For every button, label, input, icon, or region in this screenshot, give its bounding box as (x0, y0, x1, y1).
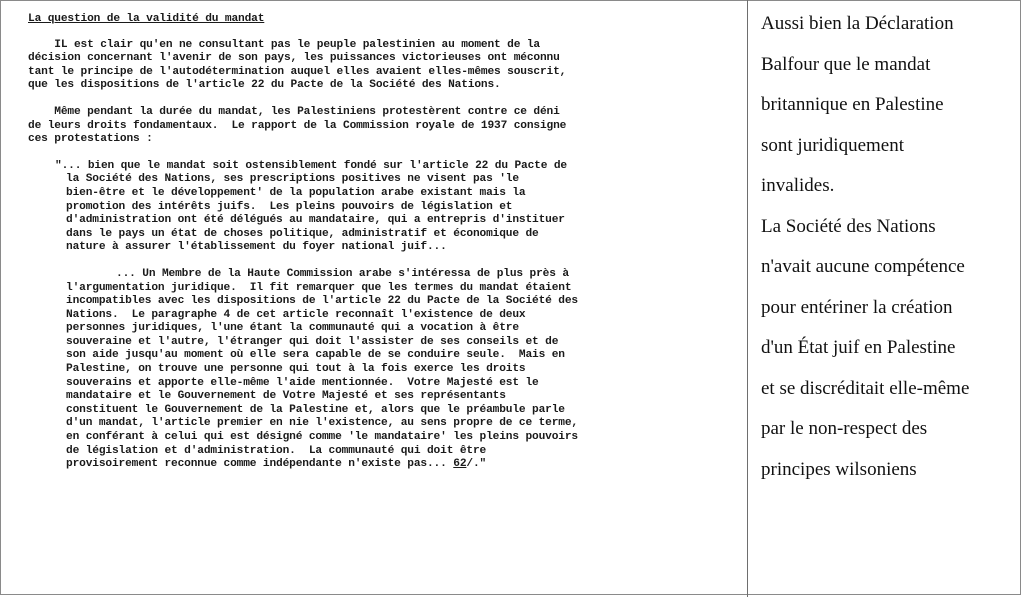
text-line: souverains et apporte elle-même l'aide mentionnée. Votre Majesté est le (66, 376, 539, 389)
summary-line: et se discréditait elle-même (761, 377, 970, 399)
column-divider (747, 0, 748, 597)
text-line: "... bien que le mandat soit ostensiblement fondé sur l'article 22 du Pacte de (55, 159, 567, 172)
text-line: décision concernant l'avenir de son pays, les puissances victorieuses ont méconnu (28, 52, 560, 65)
scanned-document (28, 8, 740, 472)
summary-column (761, 4, 1019, 490)
text-line-last (58, 458, 740, 472)
summary-line: britannique en Palestine (761, 94, 944, 115)
summary-line: La Société des Nations (761, 215, 936, 237)
text-line: bien-être et le développement' de la population arabe existant mais la (66, 186, 526, 199)
last-line-text: provisoirement reconnue comme indépendante n'existe pas... (66, 458, 454, 471)
text-line: nature à assurer l'établissement du foyer national juif... (66, 241, 447, 254)
text-line: d'administration ont été délégués au mandataire, qui a entrepris d'instituer (66, 214, 565, 227)
text-line: l'argumentation juridique. Il fit remarquer que les termes du mandat étaient (66, 281, 572, 294)
summary-line: n'avait aucune compétence (761, 256, 965, 277)
summary-line: principes wilsoniens (761, 458, 917, 480)
summary-line: sont juridiquement (761, 134, 905, 156)
quotation-1 (28, 160, 740, 255)
summary-line: Balfour que le mandat (761, 53, 931, 75)
summary-line: Aussi bien la Déclaration (761, 13, 954, 34)
text-line: IL est clair qu'en ne consultant pas le peuple palestinien au moment de la (28, 38, 540, 51)
text-line: en conférant à celui qui est désigné comme 'le mandataire' les pleins pouvoirs (66, 431, 578, 444)
summary-line: pour entériner la création (761, 296, 953, 318)
text-line: que les dispositions de l'article 22 du Pacte de la Société des Nations. (28, 79, 501, 92)
summary-line: invalides. (761, 175, 835, 196)
text-line: la Société des Nations, ses prescriptions positives ne visent pas 'le (66, 173, 519, 186)
text-line: souveraine et l'autre, l'étranger qui doit l'assister de ses conseils et de (66, 335, 559, 348)
footnote-reference: 62 (453, 458, 467, 471)
text-line: promotion des intérêts juifs. Les pleins pouvoirs de législation et (66, 200, 513, 213)
text-line: dans le pays un état de choses politique, administratif et économique de (66, 227, 539, 240)
document-title: La question de la validité du mandat (28, 13, 265, 25)
paragraph-1 (28, 39, 740, 93)
quotation-2 (28, 268, 740, 472)
text-line: de législation et d'administration. La communauté qui doit être (66, 444, 487, 457)
text-line: constituent le Gouvernement de la Palestine et, alors que le préambule parle (66, 403, 565, 416)
text-line: ces protestations : (28, 133, 153, 146)
text-line: ... Un Membre de la Haute Commission arabe s'intéressa de plus près à (116, 267, 569, 280)
text-line: personnes juridiques, l'une étant la communauté qui a vocation à être (66, 322, 519, 335)
text-line: tant le principe de l'autodétermination auquel elles avaient elles-mêmes souscrit, (28, 65, 567, 78)
text-line: Nations. Le paragraphe 4 de cet article reconnaît l'existence de deux (66, 308, 526, 321)
closing-quote: /." (466, 458, 487, 471)
paragraph-2 (28, 106, 740, 147)
text-line: de leurs droits fondamentaux. Le rapport de la Commission royale de 1937 consigne (28, 119, 567, 132)
text-line: Même pendant la durée du mandat, les Palestiniens protestèrent contre ce déni (28, 105, 560, 118)
text-line: d'un mandat, l'article premier en nie l'existence, au sens propre de ce terme, (66, 417, 578, 430)
summary-line: par le non-respect des (761, 418, 928, 439)
text-line: mandataire et le Gouvernement de Votre Majesté et ses représentants (66, 390, 506, 403)
text-line: son aide jusqu'au moment où elle sera capable de se conduire seule. Mais en (66, 349, 565, 362)
text-line: incompatibles avec les dispositions de l'article 22 du Pacte de la Société des (66, 295, 578, 308)
text-line: Palestine, on trouve une personne qui tout à la fois exerce les droits (66, 363, 526, 376)
summary-line: d'un État juif en Palestine (761, 337, 956, 358)
